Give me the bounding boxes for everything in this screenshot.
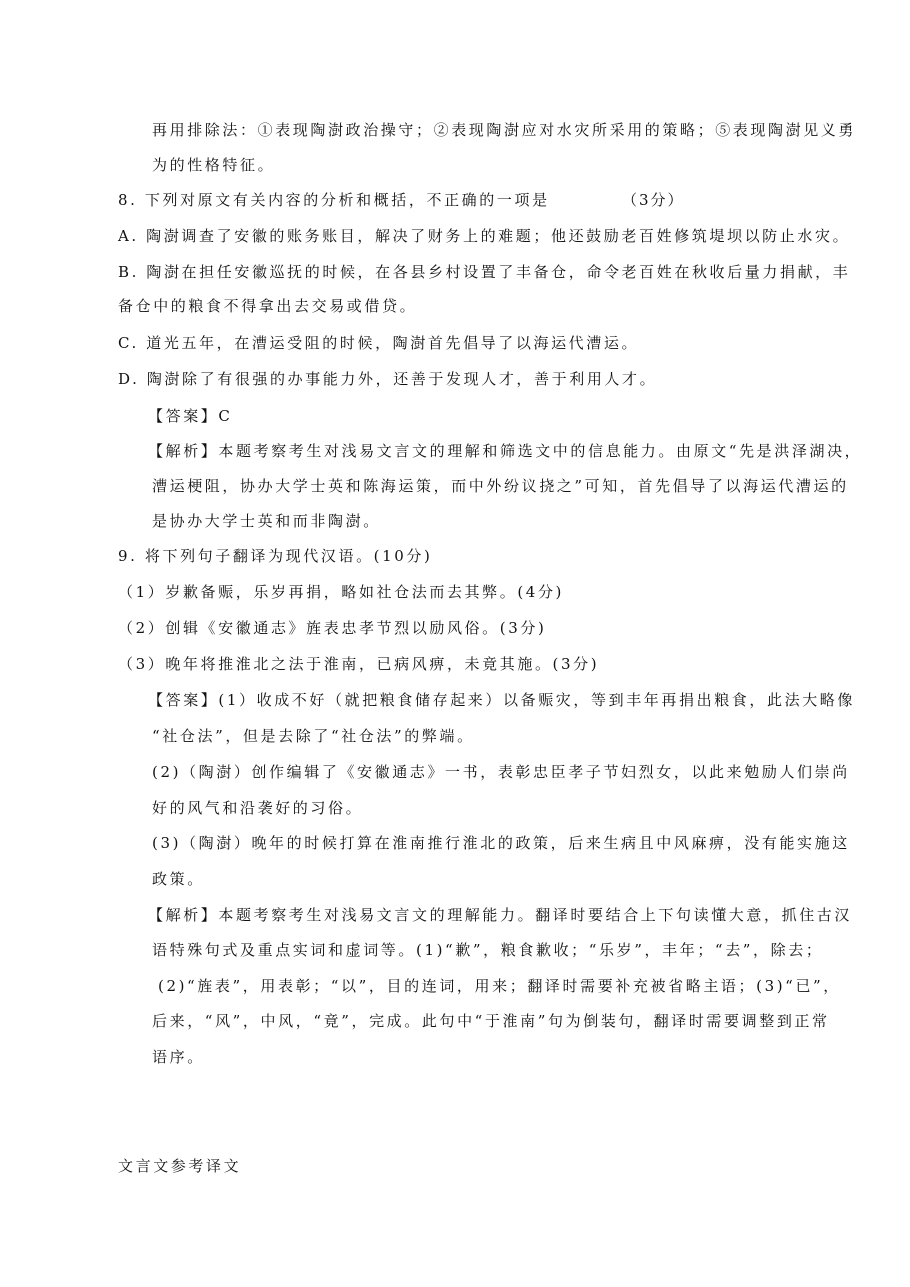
option-b: B. 陶澍在担任安徽巡抚的时候，在各县乡村设置了丰备仓，命令老百姓在秋收后量力捐献，丰 (118, 263, 851, 281)
question-9-analysis: 后来，“风”，中风，“竟”，完成。此句中“于淮南”句为倒装句，翻译时需要调整到正常 (152, 1012, 830, 1030)
question-9-stem: 9. 将下列句子翻译为现代汉语。(10分) (118, 547, 433, 565)
question-9-analysis: 语特殊句式及重点实词和虚词等。(1)“歉”，粮食歉收；“乐岁”，丰年；“去”，除去； (152, 941, 824, 959)
option-d: D. 陶澍除了有很强的办事能力外，还善于发现人才，善于利用人才。 (118, 370, 658, 388)
question-8-analysis: 是协办大学士英和而非陶澍。 (152, 512, 381, 530)
paragraph-line: 为的性格特征。 (152, 156, 276, 174)
option-b-cont: 备仓中的粮食不得拿出去交易或借贷。 (118, 297, 418, 315)
question-9-answer: 政策。 (152, 870, 205, 888)
question-9-item: （2）创辑《安徽通志》旌表忠孝节烈以励风俗。(3分) (118, 619, 547, 637)
option-c: C. 道光五年，在漕运受阻的时候，陶澍首先倡导了以海运代漕运。 (118, 334, 640, 352)
question-9-analysis: 【解析】本题考察考生对浅易文言文的理解能力。翻译时要结合上下句读懂大意，抓住古汉 (148, 906, 853, 924)
question-8-analysis: 【解析】本题考察考生对浅易文言文的理解和筛选文中的信息能力。由原文“先是洪泽湖决， (148, 442, 863, 460)
question-9-answer: “社仓法”，但是去除了“社仓法”的弊端。 (152, 727, 475, 745)
question-9-answer: 好的风气和沿袭好的习俗。 (152, 799, 364, 817)
paragraph-line: 再用排除法：①表现陶澍政治操守；②表现陶澍应对水灾所采用的策略；⑤表现陶澍见义勇 (152, 121, 857, 139)
section-title: 文言文参考译文 (118, 1157, 242, 1175)
question-8-answer: 【答案】C (148, 407, 233, 425)
question-8-analysis: 漕运梗阻，协办大学士英和陈海运策，而中外纷议挠之”可知，首先倡导了以海运代漕运的 (152, 477, 849, 495)
option-a: A. 陶澍调查了安徽的账务账目，解决了财务上的难题；他还鼓励老百姓修筑堤坝以防止水灾。 (118, 227, 851, 245)
question-9-analysis: 语序。 (152, 1048, 205, 1066)
question-9-answer: (3)（陶澍）晚年的时候打算在淮南推行淮北的政策，后来生病且中风麻痹，没有能实施这 (152, 834, 850, 852)
question-9-answer: (2)（陶澍）创作编辑了《安徽通志》一书，表彰忠臣孝子节妇烈女，以此来勉励人们崇尚 (152, 763, 850, 781)
question-9-answer: 【答案】(1）收成不好（就把粮食储存起来）以备赈灾，等到丰年再捐出粮食，此法大略像 (148, 691, 855, 709)
question-9-analysis: (2)“旌表”，用表彰；“以”，目的连词，用来；翻译时需要补充被省略主语；(3)“已”， (158, 977, 841, 995)
question-8-stem: 8. 下列对原文有关内容的分析和概括，不正确的一项是 (118, 191, 550, 209)
question-9-item: （1）岁歉备赈，乐岁再捐，略如社仓法而去其弊。(4分) (118, 583, 564, 601)
question-9-item: （3）晚年将推淮北之法于淮南，已病风痹，未竟其施。(3分) (118, 655, 600, 673)
question-8-score: （3分） (622, 191, 685, 209)
